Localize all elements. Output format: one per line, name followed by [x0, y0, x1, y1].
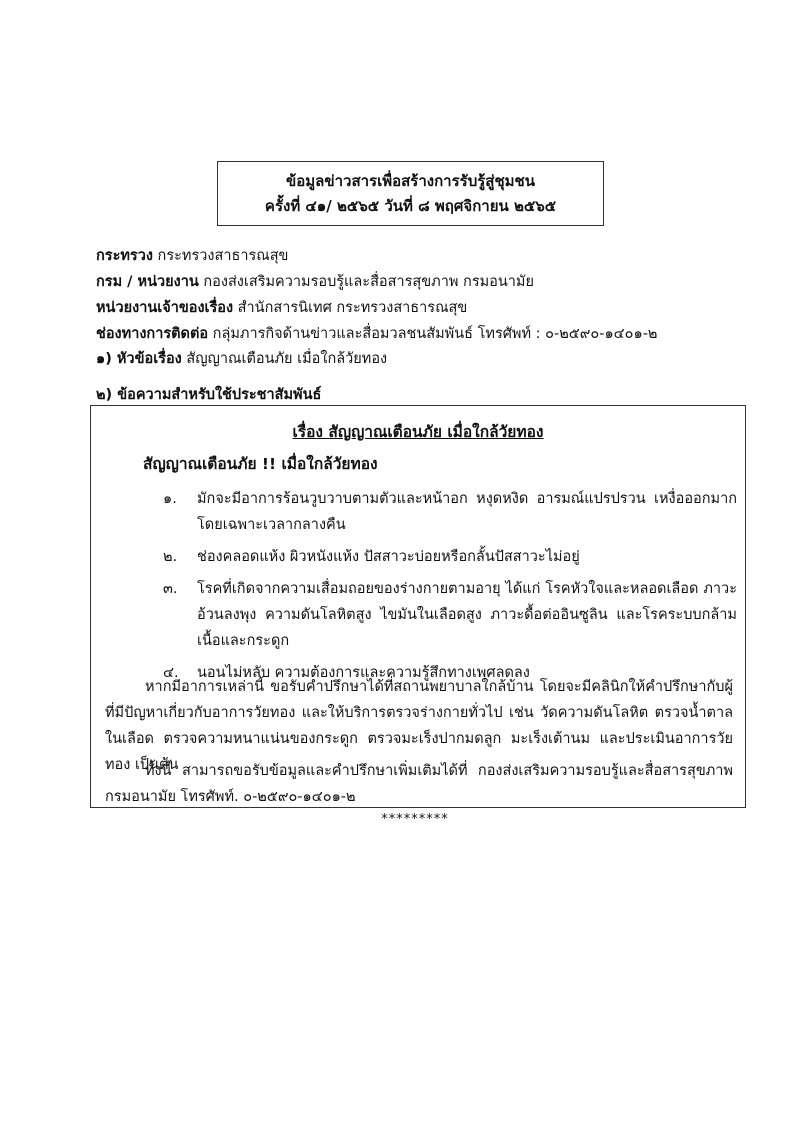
list-item-number: ๒.	[163, 549, 178, 565]
list-item-text: นอนไม่หลับ ความต้องการและความรู้สึกทางเพศลดลง	[197, 665, 530, 681]
meta-department-label: กรม / หน่วยงาน	[96, 274, 199, 290]
meta-ministry-label: กระทรวง	[96, 248, 153, 264]
header-title: ข้อมูลข่าวสารเพื่อสร้างการรับรู้สู่ชุมชน	[286, 171, 535, 190]
list-item-text: โรคที่เกิดจากความเสื่อมถอยของร่างกายตามอายุ ได้แก่ โรคหัวใจและหลอดเลือด ภาวะอ้วนลงพุง ความดันโลหิตสูง ไขมันในเลือดสูง ภาวะดื้อต่ออินซูลิน และโรคระบบกล้ามเนื้อและกระดูก	[197, 581, 737, 649]
meta-owner-label: หน่วยงานเจ้าของเรื่อง	[96, 300, 234, 316]
pr-content-box	[90, 405, 746, 808]
end-marker: *********	[381, 812, 449, 827]
list-item	[163, 576, 737, 654]
content-title: เรื่อง สัญญาณเตือนภัย เมื่อใกล้วัยทอง	[292, 423, 544, 441]
section-1-value: สัญญาณเตือนภัย เมื่อใกล้วัยทอง	[181, 351, 388, 367]
meta-info	[96, 243, 736, 347]
list-item-number: ๓.	[163, 581, 178, 597]
contact-paragraph: ทั้งนี้ สามารถขอรับข้อมูลและคำปรึกษาเพิ่มเติมได้ที่ กองส่งเสริมความรอบรู้และสื่อสารสุขภาพ กรมอนามัย โทรศัพท์. ๐-๒๕๙๐-๑๔๐๑-๒	[105, 763, 733, 805]
meta-contact	[96, 321, 736, 347]
section-1-label: ๑) หัวข้อเรื่อง	[96, 351, 182, 367]
meta-department-value: กองส่งเสริมความรอบรู้และสื่อสารสุขภาพ กรมอนามัย	[198, 274, 534, 290]
content-subheading: สัญญาณเตือนภัย !! เมื่อใกล้วัยทอง	[143, 455, 378, 473]
section-1-topic	[96, 347, 387, 371]
meta-contact-label: ช่องทางการติดต่อ	[96, 326, 209, 342]
meta-ministry-value: กระทรวงสาธารณสุข	[152, 248, 289, 264]
symptom-list	[163, 486, 737, 692]
meta-owner	[96, 295, 736, 321]
meta-ministry	[96, 243, 736, 269]
advice-paragraph: หากมีอาการเหล่านี้ ขอรับคำปรึกษาได้ที่สถานพยาบาลใกล้บ้าน โดยจะมีคลินิกให้คำปรึกษากับผู้ที่มีปัญหาเกี่ยวกับอาการวัยทอง และให้บริการตรวจร่างกายทั่วไป เช่น วัดความดันโลหิต ตรวจน้ำตาลในเลือด ตรวจความหนาแน่นของกระดูก ตรวจมะเร็งปากมดลูก มะเร็งเต้านม และประเมินอาการวัยทอง เป็นต้น	[105, 679, 733, 773]
meta-owner-value: สำนักสารนิเทศ กระทรวงสาธารณสุข	[233, 300, 468, 316]
header-issue-date: ครั้งที่ ๔๑/ ๒๕๖๕ วันที่ ๘ พฤศจิกายน ๒๕๖๕	[264, 196, 557, 215]
list-item	[163, 486, 737, 538]
list-item	[163, 544, 737, 570]
list-item-text: มักจะมีอาการร้อนวูบวาบตามตัวและหน้าอก หงุดหงิด อารมณ์แปรปรวน เหงื่อออกมาก โดยเฉพาะเวลากลางคืน	[197, 491, 737, 533]
list-item-number: ๑.	[163, 491, 177, 507]
header-box	[217, 161, 604, 226]
list-item-number: ๔.	[163, 665, 179, 681]
list-item-text: ช่องคลอดแห้ง ผิวหนังแห้ง ปัสสาวะบ่อยหรือกลั้นปัสสาวะไม่อยู่	[197, 549, 580, 565]
meta-department	[96, 269, 736, 295]
section-2-heading: ๒) ข้อความสำหรับใช้ประชาสัมพันธ์	[96, 387, 322, 403]
meta-contact-value: กลุ่มภารกิจด้านข่าวและสื่อมวลชนสัมพันธ์ โทรศัพท์ : ๐-๒๕๙๐-๑๔๐๑-๒	[208, 326, 658, 342]
